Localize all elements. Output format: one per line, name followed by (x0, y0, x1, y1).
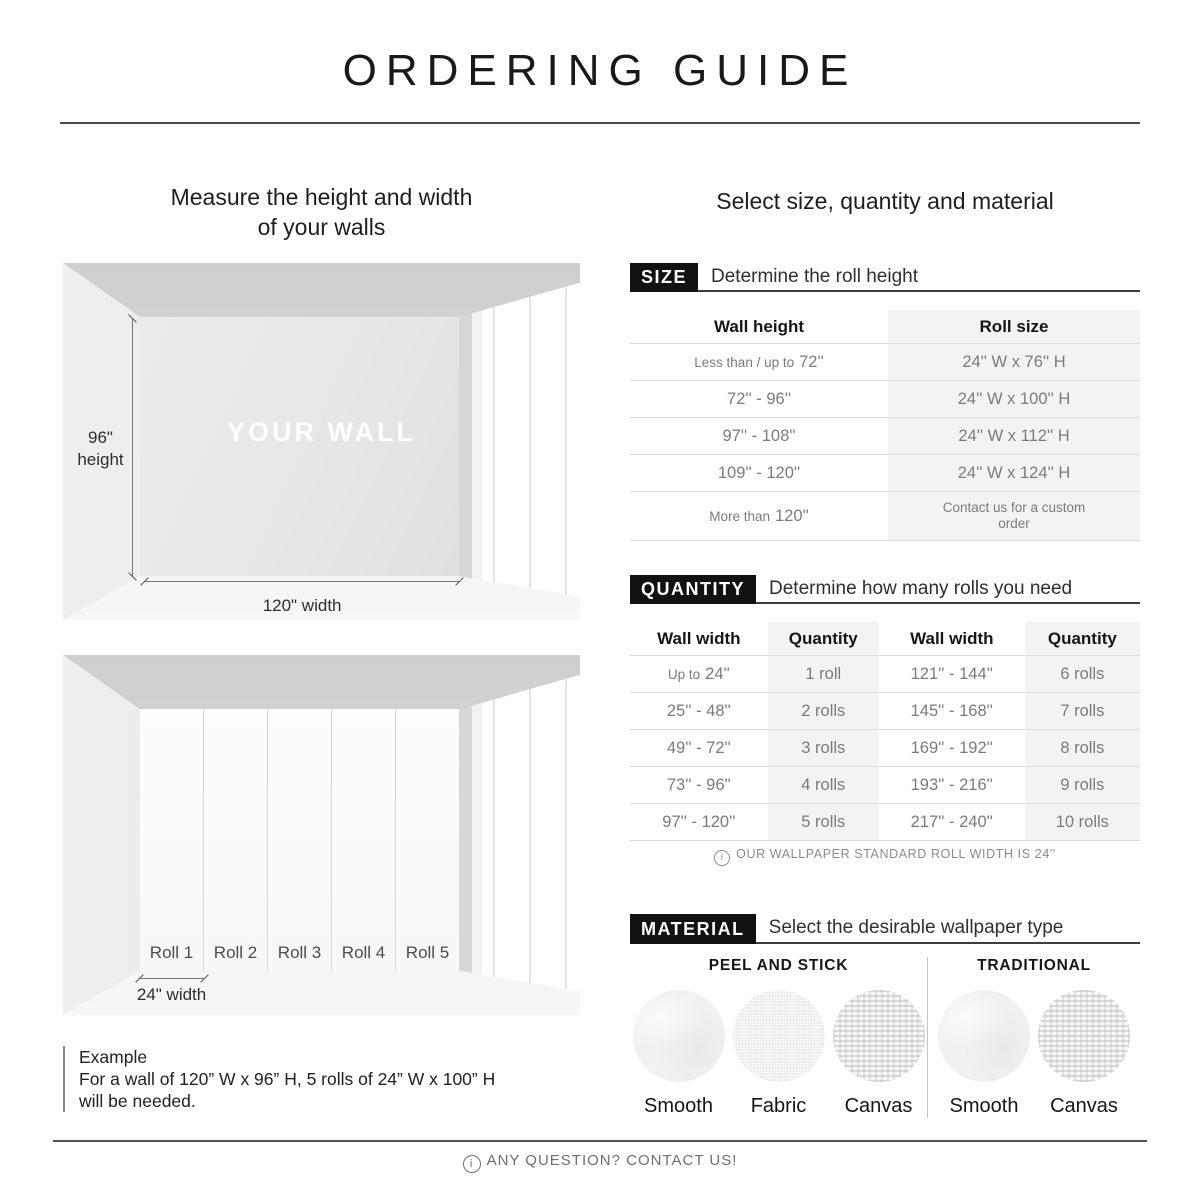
example-line1: For a wall of 120” W x 96” H, 5 rolls of 24” W x 100” H (79, 1069, 496, 1089)
quantity-cell-1: 2 rolls (768, 693, 879, 729)
wall-height-cell (630, 418, 888, 454)
roll-size-cell (888, 418, 1140, 454)
quantity-cell-1: 4 rolls (768, 767, 879, 803)
select-heading: Select size, quantity and material (716, 188, 1054, 214)
quantity-cell-2: 10 rolls (1025, 804, 1140, 840)
roll-size-value: Contact us for a custom order (942, 500, 1086, 531)
wall-height-cell (630, 344, 888, 380)
wall-width-cell-1 (630, 730, 768, 766)
roll-size-cell (888, 492, 1140, 540)
info-icon: i (714, 850, 730, 866)
roll-width-label: 24" width (136, 985, 207, 1005)
material-option (831, 990, 927, 1118)
material-group (630, 957, 927, 1118)
measure-heading-line1: Measure the height and width (170, 184, 473, 210)
window-wall (459, 655, 580, 1015)
material-option-label: Canvas (844, 1095, 913, 1117)
material-options (630, 990, 927, 1118)
quantity-cell-1: 5 rolls (768, 804, 879, 840)
height-measure-line (132, 319, 133, 576)
size-col-roll-size: Roll size (888, 310, 1140, 343)
size-table (630, 310, 1140, 541)
footer-contact (0, 1152, 1200, 1173)
quantity-cell-2: 9 rolls (1025, 767, 1140, 803)
info-icon: i (463, 1155, 481, 1173)
canvas-texture-swatch (833, 990, 925, 1082)
quantity-subtitle: Determine how many rolls you need (756, 575, 1140, 604)
wall-width-cell-2: 169'' - 192'' (910, 738, 993, 757)
quantity-table-row (630, 655, 1140, 692)
material-option-label: Canvas (1050, 1095, 1118, 1117)
roll-panel (396, 709, 459, 970)
material-section-header (630, 914, 1140, 944)
wall-width-value-1: 97'' - 120'' (662, 812, 736, 831)
measure-heading-line2: of your walls (257, 214, 386, 240)
wall-width-value-1: 24'' (705, 664, 730, 683)
wall-width-cell-2: 145'' - 168'' (910, 701, 993, 720)
roll-size-value: 24'' W x 100'' H (957, 389, 1071, 408)
size-section-header (630, 263, 1140, 292)
roll-panel-label: Roll 4 (341, 942, 386, 962)
wall-height-value: 72'' (799, 352, 824, 371)
wall-width-prefix: Up to (667, 666, 701, 682)
height-value: 96" (88, 428, 113, 448)
roll-panel (204, 709, 268, 970)
size-table-row (630, 491, 1140, 540)
height-label (71, 427, 130, 471)
footer-text: ANY QUESTION? CONTACT US! (486, 1152, 738, 1169)
material-option-label: Smooth (949, 1095, 1019, 1117)
material-groups (630, 957, 1140, 1118)
material-option-label: Smooth (644, 1095, 713, 1117)
wall-width-value-1: 25'' - 48'' (666, 701, 731, 720)
wall-height-cell (630, 455, 888, 491)
material-group-title: PEEL AND STICK (708, 957, 849, 974)
material-group (928, 957, 1140, 1118)
size-table-row (630, 380, 1140, 417)
quantity-table (630, 622, 1140, 841)
material-option (936, 990, 1032, 1118)
material-option (631, 990, 727, 1118)
roll-width-note (630, 847, 1140, 866)
quantity-cell-2: 7 rolls (1025, 693, 1140, 729)
size-col-wall-height: Wall height (714, 316, 805, 336)
wall-width-cell-1 (630, 693, 768, 729)
wall-height-prefix: More than (709, 508, 770, 524)
wall-width-value-1: 73'' - 96'' (666, 775, 731, 794)
size-table-row (630, 454, 1140, 491)
width-label: 120" width (262, 595, 342, 615)
quantity-table-row (630, 692, 1140, 729)
quantity-section-header (630, 575, 1140, 604)
your-wall-label: YOUR WALL (227, 416, 416, 447)
fabric-texture-swatch (733, 990, 825, 1082)
smooth-texture-swatch (938, 990, 1030, 1082)
roll-panel (332, 709, 396, 970)
example-block (63, 1046, 495, 1112)
page-title: ORDERING GUIDE (342, 46, 858, 95)
wall-width-value-1: 49'' - 72'' (666, 738, 731, 757)
wall-height-value: 72'' - 96'' (727, 389, 792, 408)
roll-size-value: 24'' W x 124'' H (957, 463, 1071, 482)
wall-height-value: 109'' - 120'' (717, 463, 801, 482)
width-measure-line (145, 581, 459, 582)
wall-height-cell (630, 492, 888, 540)
material-option-label: Fabric (750, 1095, 807, 1117)
smooth-texture-swatch (633, 990, 725, 1082)
wall-width-cell-2: 121'' - 144'' (910, 664, 993, 683)
wall-width-cell-1 (630, 804, 768, 840)
roll-size-value: 24'' W x 76'' H (962, 352, 1066, 371)
roll-panel-label: Roll 5 (405, 942, 450, 962)
roll-width-measure-line (140, 978, 204, 979)
wall-height-prefix: Less than / up to (694, 354, 795, 370)
roll-panel-label: Roll 1 (149, 942, 194, 962)
footer-divider (53, 1140, 1147, 1142)
measure-heading (63, 182, 580, 242)
wall-width-cell-1 (630, 767, 768, 803)
qty-col-wall-width-1: Wall width (657, 628, 741, 648)
wall-height-value: 97'' - 108'' (722, 426, 796, 445)
quantity-cell-2: 8 rolls (1025, 730, 1140, 766)
size-table-head (630, 310, 1140, 343)
quantity-table-head (630, 622, 1140, 655)
wall-width-cell-2: 217'' - 240'' (910, 812, 993, 831)
size-table-body (630, 343, 1140, 540)
material-option (731, 990, 827, 1118)
size-badge: SIZE (630, 263, 698, 292)
qty-col-quantity-2: Quantity (1025, 622, 1140, 655)
size-table-row (630, 417, 1140, 454)
example-line2: will be needed. (79, 1091, 196, 1111)
roll-size-value: 24'' W x 112'' H (958, 426, 1070, 445)
roll-size-cell (888, 381, 1140, 417)
material-subtitle: Select the desirable wallpaper type (756, 914, 1140, 944)
example-title: Example (79, 1047, 148, 1067)
material-options (928, 990, 1140, 1118)
size-subtitle: Determine the roll height (698, 263, 1140, 292)
roll-panel (268, 709, 332, 970)
roll-panel (140, 709, 204, 970)
wall-width-cell-1 (630, 656, 768, 692)
quantity-table-row (630, 729, 1140, 766)
canvas-texture-swatch (1038, 990, 1130, 1082)
roll-size-cell (888, 455, 1140, 491)
size-table-row (630, 343, 1140, 380)
roll-panels (140, 709, 459, 970)
quantity-cell-1: 3 rolls (768, 730, 879, 766)
height-word: height (77, 450, 124, 470)
title-divider (60, 122, 1140, 124)
quantity-table-row (630, 803, 1140, 840)
material-badge: MATERIAL (630, 914, 756, 944)
quantity-table-body (630, 655, 1140, 840)
qty-col-wall-width-2: Wall width (910, 628, 994, 648)
room-illustration-rolls (63, 655, 580, 1015)
room-illustration-measure (63, 263, 580, 620)
wall-width-cell-2: 193'' - 216'' (910, 775, 993, 794)
material-group-title: TRADITIONAL (977, 957, 1091, 974)
note-text: OUR WALLPAPER STANDARD ROLL WIDTH IS 24'' (736, 847, 1056, 861)
qty-col-quantity-1: Quantity (768, 622, 879, 655)
roll-panel-label: Roll 3 (277, 942, 322, 962)
quantity-table-row (630, 766, 1140, 803)
wall-height-cell (630, 381, 888, 417)
quantity-cell-1: 1 roll (768, 656, 879, 692)
wall-height-value: 120'' (775, 506, 809, 525)
roll-panel-label: Roll 2 (213, 942, 258, 962)
quantity-badge: QUANTITY (630, 575, 756, 604)
material-option (1036, 990, 1132, 1118)
quantity-cell-2: 6 rolls (1025, 656, 1140, 692)
roll-size-cell (888, 344, 1140, 380)
